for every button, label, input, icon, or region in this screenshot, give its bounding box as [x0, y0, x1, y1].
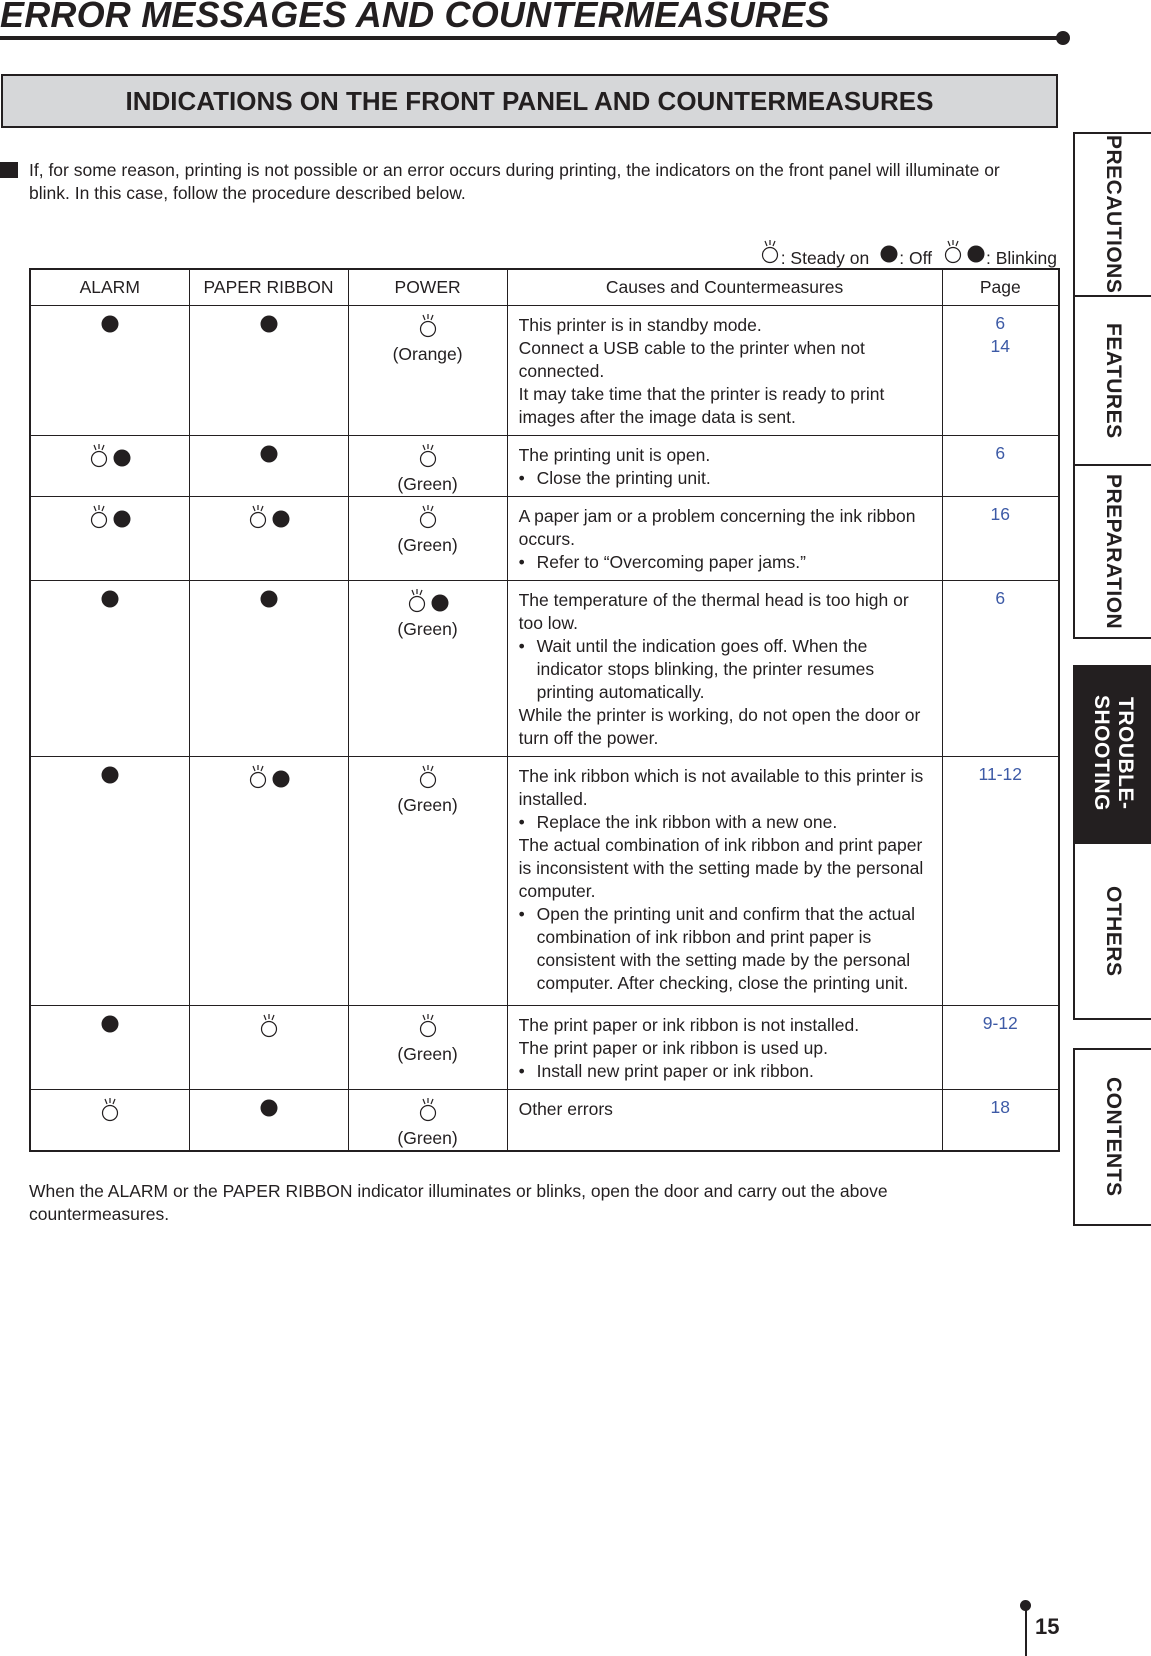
- table-row: [30, 436, 1059, 497]
- cause-cell: [507, 1090, 942, 1152]
- line-text: The temperature of the thermal head is too high or too low.: [518, 590, 909, 633]
- off-lamp-icon: [100, 1014, 120, 1039]
- legend-blinking: [942, 240, 1057, 269]
- bullet-icon: •: [518, 904, 525, 924]
- blinking-lamp-icon: [88, 444, 132, 473]
- line-text: While the printer is working, do not open the door or turn off the power.: [518, 705, 921, 748]
- cause-text: [519, 1037, 932, 1060]
- page-reference-cell: [942, 497, 1059, 581]
- tab-label: TROUBLE- SHOOTING: [1090, 695, 1137, 812]
- cause-text: [519, 765, 932, 811]
- steady-lamp-icon: [759, 240, 781, 269]
- header-causes: Causes and Countermeasures: [507, 269, 942, 306]
- power-indicator-cell: [348, 1006, 507, 1090]
- alarm-indicator-cell: [30, 757, 189, 1006]
- cause-text: [519, 589, 932, 635]
- page-link[interactable]: 6: [995, 313, 1006, 333]
- page-link[interactable]: 14: [990, 336, 1011, 356]
- indications-table: [29, 268, 1060, 1152]
- countermeasure-step: [519, 1060, 932, 1083]
- alarm-indicator-cell: [30, 1006, 189, 1090]
- page-link[interactable]: 9-12: [982, 1013, 1018, 1033]
- page-reference-cell: [942, 1090, 1059, 1152]
- table-row: [30, 306, 1059, 436]
- page-link[interactable]: 6: [995, 443, 1006, 463]
- steady-lamp-icon: [417, 1014, 439, 1043]
- steady-lamp-icon: [417, 1098, 439, 1127]
- line-text: This printer is in standby mode.: [518, 315, 762, 335]
- steady-lamp-icon: [258, 1014, 280, 1043]
- paper-ribbon-indicator-cell: [189, 581, 348, 757]
- legend-off: [879, 244, 932, 269]
- line-text: Replace the ink ribbon with a new one.: [536, 812, 838, 832]
- intro-bullet-square: [0, 162, 18, 178]
- tab-label: PRECAUTIONS: [1102, 135, 1125, 294]
- bullet-icon: •: [518, 468, 525, 488]
- page-reference-cell: [942, 757, 1059, 1006]
- page-title: ERROR MESSAGES AND COUNTERMEASURES: [0, 0, 830, 35]
- paper-ribbon-indicator-cell: [189, 1090, 348, 1152]
- cause-text: [519, 444, 932, 467]
- table-row: [30, 581, 1059, 757]
- blinking-lamp-icon: [247, 505, 291, 534]
- cause-text: [519, 337, 932, 383]
- countermeasure-step: [519, 811, 932, 834]
- power-color-label: (Green): [397, 535, 458, 555]
- power-color-label: (Green): [397, 1044, 458, 1064]
- line-text: Refer to “Overcoming paper jams.”: [536, 552, 806, 572]
- power-indicator-cell: [348, 306, 507, 436]
- line-text: The print paper or ink ribbon is used up.: [518, 1038, 828, 1058]
- line-text: The ink ribbon which is not available to this printer is installed.: [518, 766, 924, 809]
- legend-blinking-label: : Blinking: [985, 248, 1057, 268]
- cause-cell: [507, 1006, 942, 1090]
- power-color-label: (Green): [397, 619, 458, 639]
- countermeasure-step: [519, 635, 932, 704]
- page-link[interactable]: 16: [990, 504, 1011, 524]
- page-reference-cell: [942, 306, 1059, 436]
- header-page: Page: [942, 269, 1059, 306]
- off-lamp-icon: [259, 589, 279, 614]
- page-number: 15: [1035, 1614, 1060, 1639]
- legend-steady-label: : Steady on: [780, 248, 870, 268]
- countermeasure-step: [519, 467, 932, 490]
- power-color-label: (Green): [397, 474, 458, 494]
- line-text: Close the printing unit.: [536, 468, 711, 488]
- title-rule-dot: [1056, 31, 1070, 45]
- tab-troubleshooting[interactable]: [1073, 665, 1151, 842]
- title-rule: [0, 36, 1062, 40]
- paper-ribbon-indicator-cell: [189, 306, 348, 436]
- cause-cell: [507, 436, 942, 497]
- power-indicator-cell: [348, 436, 507, 497]
- steady-lamp-icon: [417, 314, 439, 343]
- line-text: It may take time that the printer is ready to print images after the image data is sent.: [518, 384, 885, 427]
- page-link[interactable]: 6: [995, 588, 1006, 608]
- blinking-lamp-icon: [247, 765, 291, 794]
- power-indicator-cell: [348, 581, 507, 757]
- bullet-icon: •: [518, 812, 525, 832]
- tab-others[interactable]: [1073, 842, 1151, 1020]
- bullet-icon: •: [518, 636, 525, 656]
- header-power: POWER: [348, 269, 507, 306]
- cause-cell: [507, 757, 942, 1006]
- blinking-lamp-icon: [406, 589, 450, 618]
- table-header-row: [30, 269, 1059, 306]
- bullet-icon: •: [518, 1061, 525, 1081]
- alarm-indicator-cell: [30, 497, 189, 581]
- section-title: INDICATIONS ON THE FRONT PANEL AND COUNTERMEASURES: [1, 74, 1058, 128]
- tab-label: CONTENTS: [1102, 1077, 1125, 1197]
- off-lamp-icon: [259, 314, 279, 339]
- cause-text: [519, 1014, 932, 1037]
- table-row: [30, 1006, 1059, 1090]
- header-paper-ribbon: PAPER RIBBON: [189, 269, 348, 306]
- off-lamp-icon: [259, 444, 279, 469]
- off-lamp-icon: [100, 314, 120, 339]
- power-indicator-cell: [348, 757, 507, 1006]
- line-text: Wait until the indication goes off. When the indicator stops blinking, the printer resumes printing automatically.: [536, 636, 875, 702]
- cause-text: [519, 383, 932, 429]
- power-indicator-cell: [348, 497, 507, 581]
- intro-paragraph: If, for some reason, printing is not possible or an error occurs during printing, the indicators on the front panel will illuminate or blink. In this case, follow the procedure described below.: [29, 160, 1000, 203]
- page-reference-cell: [942, 581, 1059, 757]
- alarm-indicator-cell: [30, 581, 189, 757]
- tab-preparation[interactable]: [1073, 464, 1151, 639]
- page-link[interactable]: 18: [990, 1097, 1011, 1117]
- cause-cell: [507, 581, 942, 757]
- power-color-label: (Green): [397, 1128, 458, 1148]
- blinking-lamp-icon: [942, 240, 986, 269]
- tab-label: OTHERS: [1102, 885, 1125, 977]
- alarm-indicator-cell: [30, 306, 189, 436]
- tab-features[interactable]: [1073, 295, 1151, 466]
- power-color-label: (Green): [397, 795, 458, 815]
- paper-ribbon-indicator-cell: [189, 757, 348, 1006]
- countermeasure-step: [519, 551, 932, 574]
- header-alarm: ALARM: [30, 269, 189, 306]
- line-text: Open the printing unit and confirm that the actual combination of ink ribbon and print paper is consistent with the setting made by the personal computer. After checking, close the printing unit.: [536, 904, 916, 993]
- cause-text: [519, 834, 932, 903]
- alarm-indicator-cell: [30, 1090, 189, 1152]
- tab-precautions[interactable]: [1073, 132, 1151, 297]
- steady-lamp-icon: [417, 444, 439, 473]
- countermeasure-step: [519, 903, 932, 995]
- paper-ribbon-indicator-cell: [189, 1006, 348, 1090]
- line-text: Install new print paper or ink ribbon.: [536, 1061, 814, 1081]
- off-lamp-icon: [879, 244, 899, 269]
- tab-contents[interactable]: [1073, 1048, 1151, 1226]
- paper-ribbon-indicator-cell: [189, 436, 348, 497]
- blinking-lamp-icon: [88, 505, 132, 534]
- page-link[interactable]: 11-12: [978, 764, 1023, 784]
- line-text: The print paper or ink ribbon is not installed.: [518, 1015, 860, 1035]
- page-number-rule: [1025, 1605, 1027, 1656]
- off-lamp-icon: [100, 765, 120, 790]
- line-text: Connect a USB cable to the printer when not connected.: [518, 338, 865, 381]
- steady-lamp-icon: [99, 1098, 121, 1127]
- power-indicator-cell: [348, 1090, 507, 1152]
- page-reference-cell: [942, 436, 1059, 497]
- line-text: A paper jam or a problem concerning the ink ribbon occurs.: [518, 506, 916, 549]
- footnote: When the ALARM or the PAPER RIBBON indicator illuminates or blinks, open the door and carry out the above countermeasures.: [29, 1181, 888, 1224]
- line-text: The actual combination of ink ribbon and print paper is inconsistent with the setting made by the personal computer.: [518, 835, 924, 901]
- alarm-indicator-cell: [30, 436, 189, 497]
- legend-steady: [759, 240, 870, 269]
- table-row: [30, 497, 1059, 581]
- cause-text: [519, 505, 932, 551]
- table-row: [30, 757, 1059, 1006]
- cause-text: [519, 704, 932, 750]
- off-lamp-icon: [100, 589, 120, 614]
- line-text: The printing unit is open.: [518, 445, 711, 465]
- tab-label: FEATURES: [1102, 322, 1125, 439]
- table-row: [30, 1090, 1059, 1152]
- paper-ribbon-indicator-cell: [189, 497, 348, 581]
- cause-text: [519, 314, 932, 337]
- cause-cell: [507, 306, 942, 436]
- line-text: Other errors: [518, 1099, 613, 1119]
- legend: [749, 240, 1057, 269]
- bullet-icon: •: [518, 552, 525, 572]
- legend-off-label: : Off: [899, 248, 932, 268]
- power-color-label: (Orange): [392, 344, 463, 364]
- cause-text: [519, 1098, 932, 1121]
- page-reference-cell: [942, 1006, 1059, 1090]
- off-lamp-icon: [259, 1098, 279, 1123]
- steady-lamp-icon: [417, 765, 439, 794]
- steady-lamp-icon: [417, 505, 439, 534]
- tab-label: PREPARATION: [1102, 473, 1125, 630]
- cause-cell: [507, 497, 942, 581]
